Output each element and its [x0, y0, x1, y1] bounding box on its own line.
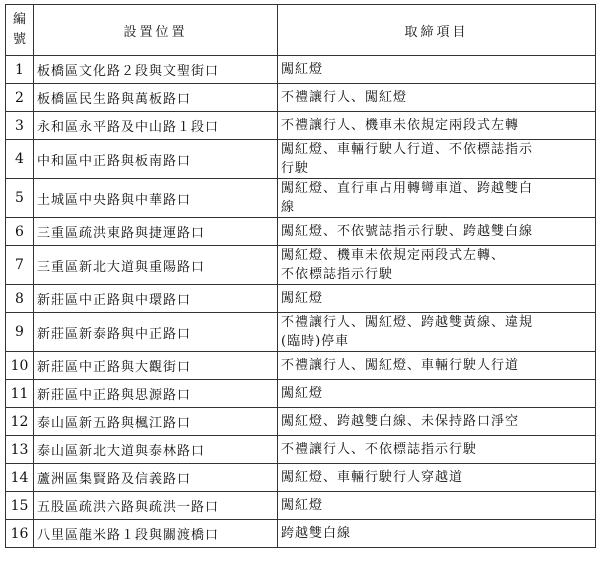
- row-items-line: 闖紅燈、車輛行駛行人穿越道: [281, 470, 464, 485]
- table-row: [6, 464, 596, 492]
- row-items: [278, 246, 596, 285]
- row-location: 八里區龍米路１段與關渡橋口: [34, 520, 278, 548]
- row-items: [278, 436, 596, 464]
- row-items-line: 不依標誌指示行駛: [281, 267, 394, 282]
- row-items-line: 闖紅燈: [281, 62, 324, 77]
- row-items: [278, 352, 596, 380]
- row-items-line: 線: [281, 200, 296, 215]
- row-location: 中和區中正路與板南路口: [34, 140, 278, 179]
- row-items: [278, 313, 596, 352]
- row-items-line: 闖紅燈、車輛行駛人行道、不依標誌指示: [281, 142, 534, 157]
- row-items: [278, 179, 596, 218]
- row-items: [278, 380, 596, 408]
- row-items: [278, 56, 596, 84]
- table-row: [6, 84, 596, 112]
- row-items: [278, 84, 596, 112]
- row-items-line: 不禮讓行人、不依標誌指示行駛: [281, 442, 478, 457]
- row-items-line: 不禮讓行人、闖紅燈、車輛行駛人行道: [281, 358, 520, 373]
- row-number: 16: [6, 520, 34, 548]
- row-items-line: 闖紅燈: [281, 291, 324, 306]
- enforcement-location-table-container: [5, 4, 596, 548]
- table-row: [6, 285, 596, 313]
- table-row: [6, 408, 596, 436]
- row-location: 新莊區中正路與大觀街口: [34, 352, 278, 380]
- row-location: 三重區新北大道與重陽路口: [34, 246, 278, 285]
- table-row: [6, 56, 596, 84]
- row-number: 15: [6, 492, 34, 520]
- row-number: 7: [6, 246, 34, 285]
- row-items-line: 不禮讓行人、闖紅燈、跨越雙黃線、違規: [281, 315, 534, 330]
- row-number: 9: [6, 313, 34, 352]
- row-items-line: 闖紅燈、不依號誌指示行駛、跨越雙白線: [281, 224, 534, 239]
- row-location: 新莊區新泰路與中正路口: [34, 313, 278, 352]
- table-row: [6, 179, 596, 218]
- row-number: 13: [6, 436, 34, 464]
- row-items: [278, 492, 596, 520]
- row-location: 板橋區民生路與萬板路口: [34, 84, 278, 112]
- row-number: 6: [6, 218, 34, 246]
- table-row: [6, 313, 596, 352]
- table-row: [6, 492, 596, 520]
- row-location: 蘆洲區集賢路及信義路口: [34, 464, 278, 492]
- row-location: 三重區疏洪東路與捷運路口: [34, 218, 278, 246]
- row-items: [278, 140, 596, 179]
- row-number: 3: [6, 112, 34, 140]
- row-items-line: 闖紅燈、機車未依規定兩段式左轉、: [281, 248, 506, 263]
- row-items-line: 不禮讓行人、闖紅燈: [281, 90, 408, 105]
- table-row: [6, 218, 596, 246]
- row-items: [278, 464, 596, 492]
- row-location: 永和區永平路及中山路１段口: [34, 112, 278, 140]
- header-number-label: 編號: [12, 12, 26, 47]
- row-location: 新莊區中正路與中環路口: [34, 285, 278, 313]
- row-location: 板橋區文化路２段與文聖街口: [34, 56, 278, 84]
- row-items-line: 闖紅燈、跨越雙白線、未保持路口淨空: [281, 414, 520, 429]
- row-items-line: 行駛: [281, 161, 310, 176]
- row-items-line: 闖紅燈、直行車占用轉彎車道、跨越雙白: [281, 181, 534, 196]
- row-items: [278, 285, 596, 313]
- table-row: [6, 380, 596, 408]
- row-number: 12: [6, 408, 34, 436]
- table-row: [6, 140, 596, 179]
- row-items: [278, 112, 596, 140]
- row-items-line: 闖紅燈: [281, 498, 324, 513]
- table-row: [6, 520, 596, 548]
- row-number: 11: [6, 380, 34, 408]
- table-row: [6, 246, 596, 285]
- row-location: 泰山區新北大道與泰林路口: [34, 436, 278, 464]
- header-number: [6, 5, 34, 56]
- row-location: 新莊區中正路與思源路口: [34, 380, 278, 408]
- row-items-line: (臨時)停車: [281, 334, 350, 349]
- row-number: 5: [6, 179, 34, 218]
- table-row: [6, 436, 596, 464]
- header-location: 設置位置: [34, 5, 278, 56]
- table-header-row: [6, 5, 596, 56]
- table-row: [6, 352, 596, 380]
- row-items: [278, 520, 596, 548]
- row-number: 14: [6, 464, 34, 492]
- header-items: 取締項目: [278, 5, 596, 56]
- row-location: 五股區疏洪六路與疏洪一路口: [34, 492, 278, 520]
- row-location: 土城區中央路與中華路口: [34, 179, 278, 218]
- row-items-line: 不禮讓行人、機車未依規定兩段式左轉: [281, 118, 520, 133]
- table-row: [6, 112, 596, 140]
- row-items: [278, 408, 596, 436]
- row-number: 1: [6, 56, 34, 84]
- row-number: 2: [6, 84, 34, 112]
- row-items-line: 跨越雙白線: [281, 526, 352, 541]
- row-number: 8: [6, 285, 34, 313]
- row-items-line: 闖紅燈: [281, 386, 324, 401]
- row-location: 泰山區新五路與楓江路口: [34, 408, 278, 436]
- row-number: 4: [6, 140, 34, 179]
- enforcement-location-table: [5, 4, 596, 548]
- row-number: 10: [6, 352, 34, 380]
- row-items: [278, 218, 596, 246]
